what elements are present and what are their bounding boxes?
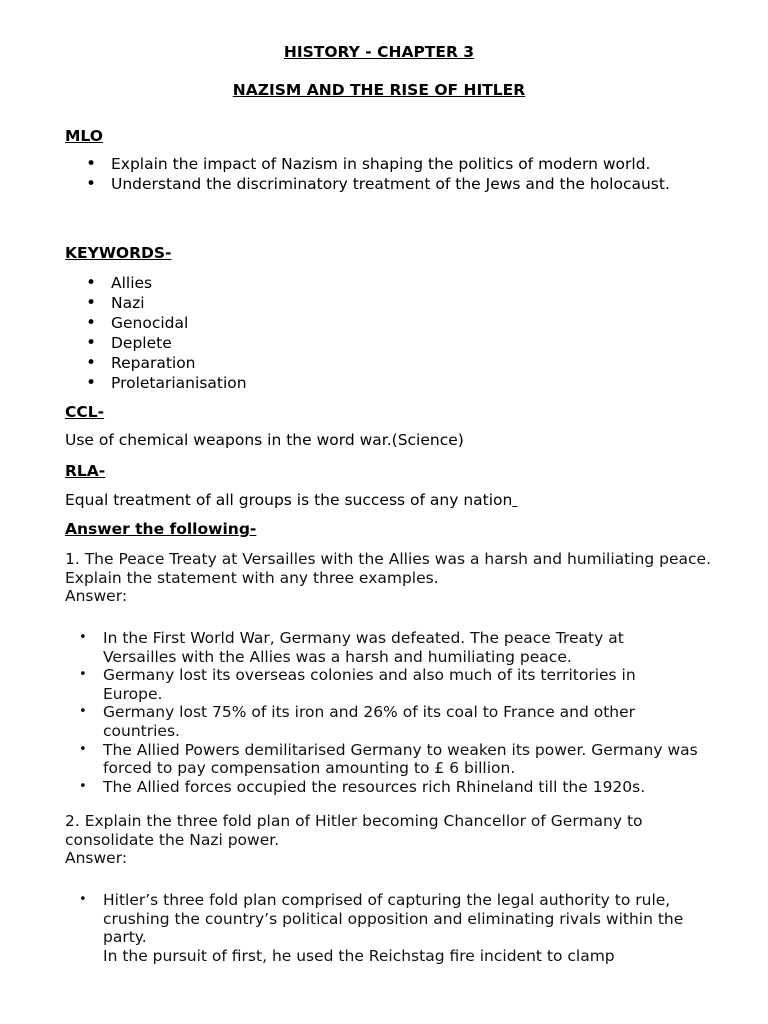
document-subtitle: NAZISM AND THE RISE OF HITLER: [232, 81, 526, 99]
answer-1-point: • Germany lost 75% of its iron and 26% of its coal to France and other countries.: [78, 703, 698, 740]
answer-2-point: [78, 891, 698, 965]
answer-1-list: [78, 629, 698, 796]
keywords-heading: KEYWORDS-: [65, 244, 172, 262]
rla-heading: RLA-: [65, 462, 106, 480]
document-title: HISTORY - CHAPTER 3: [283, 43, 475, 61]
question-1-text: 1. The Peace Treaty at Versailles with the Allies was a harsh and humiliating peace. Explain the statement with any three examples.: [65, 550, 712, 587]
rla-text: [65, 491, 705, 510]
question-1-answer-label: Answer:: [65, 587, 128, 606]
question-1: [65, 550, 715, 606]
answer-1-point: • The Allied Powers demilitarised Germany to weaken its power. Germany was forced to pay compensation amounting to £ 6 billion.: [78, 741, 698, 778]
answer-2-continuation: In the pursuit of first, he used the Reichstag fire incident to clamp: [103, 946, 615, 965]
question-2-text: 2. Explain the three fold plan of Hitler becoming Chancellor of Germany to consolidate the Nazi power.: [65, 812, 643, 849]
keyword-item: • Reparation: [65, 353, 685, 373]
answer-2-point-text: Hitler’s three fold plan comprised of capturing the legal authority to rule, crushing the country’s political opposition and eliminating rivals within the party.: [103, 891, 684, 947]
rla-text-content: Equal treatment of all groups is the success of any nation: [65, 491, 513, 509]
keyword-item: • Genocidal: [65, 313, 685, 333]
answer-1-point: • In the First World War, Germany was defeated. The peace Treaty at Versailles with the Allies was a harsh and humiliating peace.: [78, 629, 698, 666]
question-2-answer-label: Answer:: [65, 849, 128, 868]
rla-trailing-underline: [512, 491, 517, 509]
mlo-list: [65, 154, 685, 194]
answer-2-list: [78, 891, 698, 965]
answer-1-point: • Germany lost its overseas colonies and also much of its territories in Europe.: [78, 666, 698, 703]
keyword-item: • Nazi: [65, 293, 685, 313]
ccl-heading: CCL-: [65, 403, 105, 421]
question-2: [65, 812, 715, 868]
answers-heading: Answer the following-: [65, 520, 257, 538]
ccl-text: Use of chemical weapons in the word war.(Science): [65, 431, 464, 449]
keywords-list: [65, 273, 685, 393]
keyword-item: • Deplete: [65, 333, 685, 353]
keyword-item: • Proletarianisation: [65, 373, 685, 393]
mlo-item: • Understand the discriminatory treatment of the Jews and the holocaust.: [65, 174, 685, 194]
mlo-item: • Explain the impact of Nazism in shaping the politics of modern world.: [65, 154, 685, 174]
mlo-heading: MLO: [65, 127, 103, 145]
keyword-item: • Allies: [65, 273, 685, 293]
answer-1-point: • The Allied forces occupied the resources rich Rhineland till the 1920s.: [78, 778, 698, 797]
